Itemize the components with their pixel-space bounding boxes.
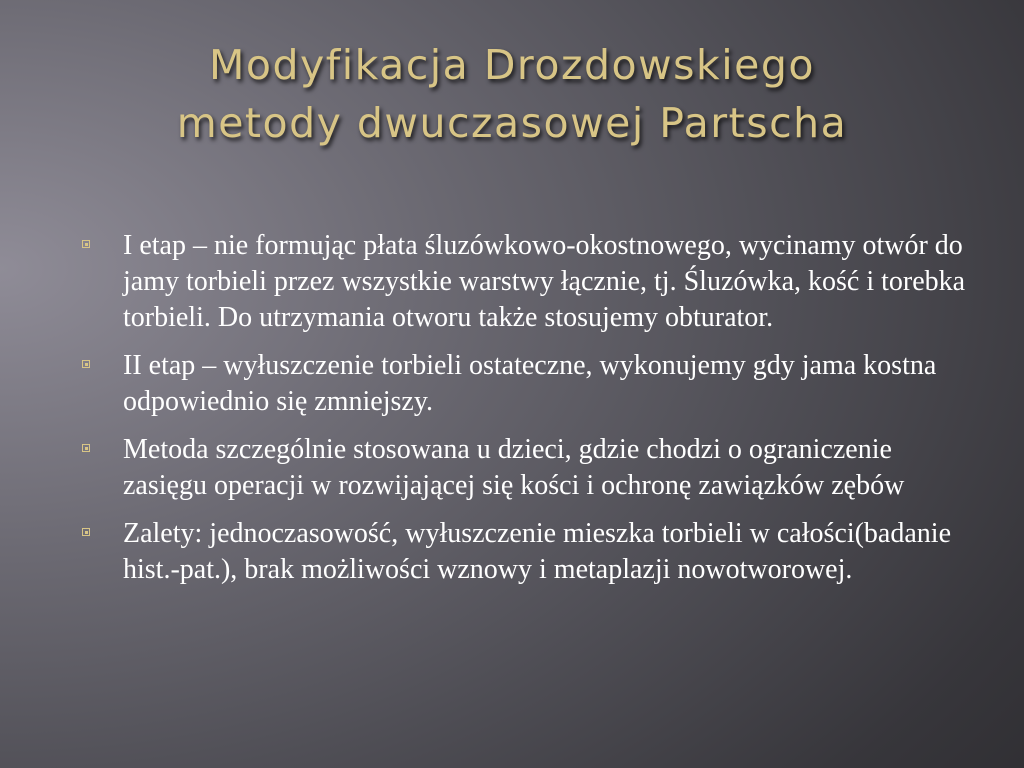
- bullet-text: Zalety: jednoczasowość, wyłuszczenie mieszka torbieli w całości(badanie hist.-pat.), brak możliwości wznowy i metaplazji nowotworowej.: [123, 518, 951, 585]
- bullet-list: [80, 228, 980, 600]
- bullet-item-2: [80, 348, 980, 420]
- bullet-text: II etap – wyłuszczenie torbieli ostateczne, wykonujemy gdy jama kostna odpowiednio się zmniejszy.: [123, 350, 937, 417]
- square-bullet-icon: [82, 444, 90, 452]
- slide-title-line-1: Modyfikacja Drozdowskiego: [209, 41, 815, 89]
- square-bullet-icon: [82, 240, 90, 248]
- square-bullet-icon: [82, 528, 90, 536]
- bullet-text: Metoda szczególnie stosowana u dzieci, gdzie chodzi o ograniczenie zasięgu operacji w rozwijającej się kości i ochronę zawiązków zębów: [123, 434, 905, 501]
- slide-title: [60, 36, 964, 152]
- bullet-text: I etap – nie formując płata śluzówkowo-okostnowego, wycinamy otwór do jamy torbieli przez wszystkie warstwy łącznie, tj. Śluzówka, kość i torebka torbieli. Do utrzymania otworu także stosujemy obturator.: [123, 230, 966, 333]
- slide-title-line-2: metody dwuczasowej Partscha: [176, 99, 848, 147]
- bullet-item-4: [80, 516, 980, 588]
- bullet-item-3: [80, 432, 980, 504]
- bullet-item-1: [80, 228, 980, 336]
- square-bullet-icon: [82, 360, 90, 368]
